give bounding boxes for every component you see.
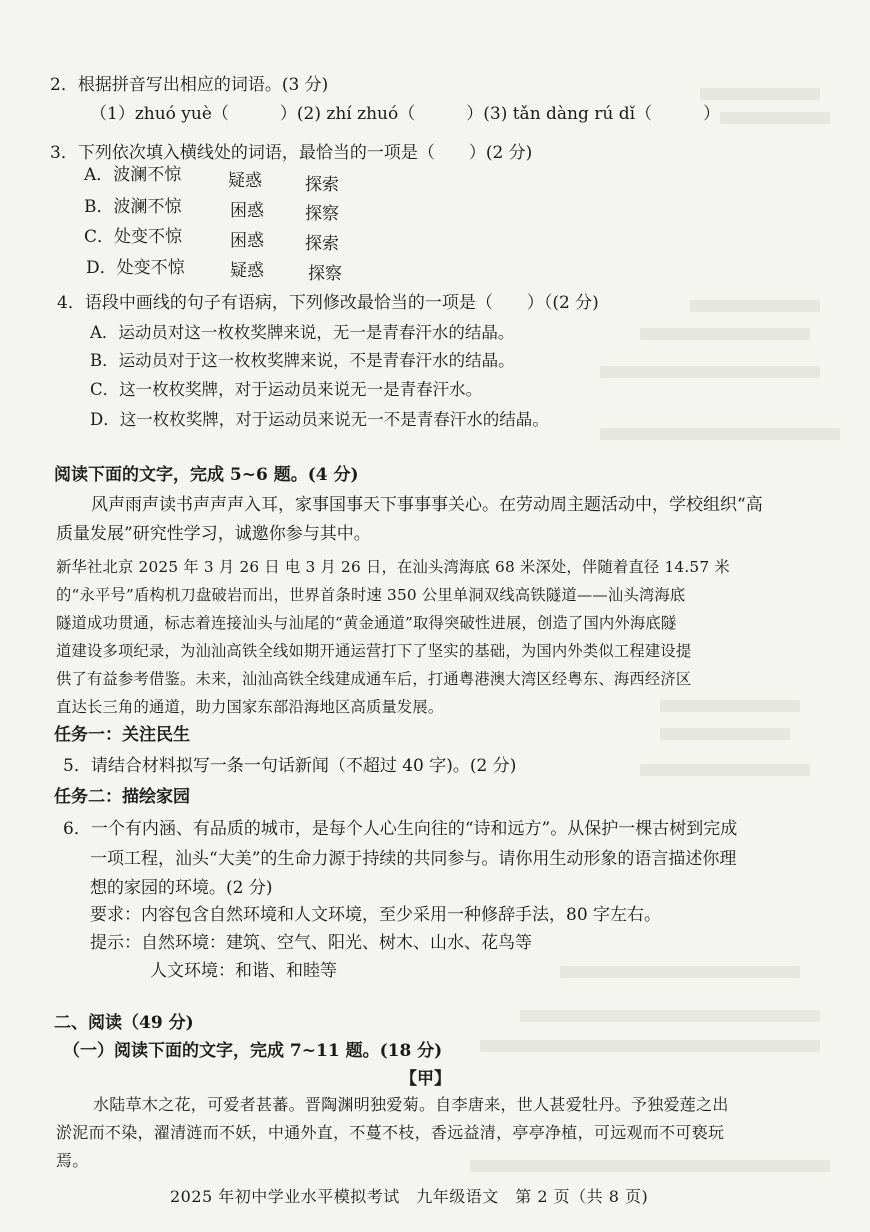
bleed-through-mark	[660, 728, 790, 740]
q3-option-b-word2: 困惑	[230, 201, 264, 221]
bleed-through-mark	[640, 328, 810, 340]
bleed-through-mark	[640, 764, 810, 776]
q3-option-d-word2: 疑惑	[230, 261, 264, 281]
question-2-stem: 2．根据拼音写出相应的词语。(3 分)	[50, 75, 329, 95]
question-6-hint-nature: 提示：自然环境：建筑、空气、阳光、树木、山水、花鸟等	[90, 933, 532, 953]
section-2-subheading: （一）阅读下面的文字，完成 7~11 题。(18 分)	[63, 1041, 443, 1061]
section-2-title: 二、阅读（49 分)	[54, 1013, 194, 1033]
question-2-items: （1）zhuó yuè（ ）(2) zhí zhuó（ ）(3) tǎn dàng rú dǐ（ ）	[90, 104, 721, 124]
q3-option-a-word2: 疑惑	[228, 171, 262, 191]
q4-option-c: C．这一枚枚奖牌，对于运动员来说无一是青春汗水。	[90, 380, 483, 399]
reading-intro-line-1: 风声雨声读书声声声入耳，家事国事天下事事事关心。在劳动周主题活动中，学校组织“高	[91, 495, 763, 515]
q3-option-a-label: A．波澜不惊	[84, 165, 182, 185]
bleed-through-mark	[660, 700, 800, 712]
news-line-1: 新华社北京 2025 年 3 月 26 日 电 3 月 26 日，在汕头湾海底 68 米深处，伴随着直径 14.57 米	[56, 558, 730, 576]
q3-option-a-word3: 探索	[305, 175, 339, 195]
q4-option-d: D．这一枚枚奖牌，对于运动员来说无一不是青春汗水的结晶。	[90, 410, 549, 429]
bleed-through-mark	[520, 1010, 820, 1022]
passage-line-3: 焉。	[56, 1151, 89, 1170]
q3-option-d-word3: 探察	[308, 264, 342, 284]
bleed-through-mark	[600, 366, 820, 378]
question-6-line-3: 想的家园的环境。(2 分)	[90, 878, 273, 898]
news-line-5: 供了有益参考借鉴。未来，汕汕高铁全线建成通车后，打通粤港澳大湾区经粤东、海西经济区	[56, 670, 692, 688]
bleed-through-mark	[480, 1040, 820, 1052]
task-1-title: 任务一：关注民生	[54, 725, 190, 745]
q3-option-b-word3: 探察	[305, 204, 339, 224]
passage-line-2: 淤泥而不染，濯清涟而不妖，中通外直，不蔓不枝，香远益清，亭亭净植，可远观而不可亵玩	[56, 1123, 725, 1142]
q3-option-b-label: B．波澜不惊	[84, 197, 182, 217]
news-line-2: 的“永平号”盾构机刀盘破岩而出，世界首条时速 350 公里单洞双线高铁隧道——汕头湾海底	[56, 586, 686, 604]
news-line-4: 道建设多项纪录，为汕汕高铁全线如期开通运营打下了坚实的基础，为国内外类似工程建设提	[56, 642, 692, 660]
question-3-stem: 3．下列依次填入横线处的词语，最恰当的一项是（ ）(2 分)	[50, 143, 533, 163]
question-5: 5．请结合材料拟写一条一句话新闻（不超过 40 字)。(2 分)	[63, 756, 517, 776]
bleed-through-mark	[720, 112, 830, 124]
question-6-line-1: 6．一个有内涵、有品质的城市，是每个人心生向往的“诗和远方”。从保护一棵古树到完成	[63, 819, 738, 839]
bleed-through-mark	[690, 300, 820, 312]
page-footer: 2025 年初中学业水平模拟考试 九年级语文 第 2 页（共 8 页)	[170, 1187, 649, 1206]
news-line-3: 隧道成功贯通，标志着连接汕头与汕尾的“黄金通道”取得突破性进展，创造了国内外海底隧	[56, 614, 677, 632]
q4-option-b: B．运动员对于这一枚枚奖牌来说，不是青春汗水的结晶。	[90, 351, 515, 370]
question-6-line-2: 一项工程，汕头“大美”的生命力源于持续的共同参与。请你用生动形象的语言描述你理	[90, 849, 737, 869]
question-4-stem: 4．语段中画线的句子有语病，下列修改最恰当的一项是（ ）（(2 分)	[57, 293, 599, 313]
reading-5-6-heading: 阅读下面的文字，完成 5~6 题。(4 分)	[54, 465, 359, 485]
bleed-through-mark	[560, 966, 800, 978]
reading-intro-line-2: 质量发展”研究性学习，诚邀你参与其中。	[56, 524, 371, 544]
q3-option-c-label: C．处变不惊	[84, 227, 183, 247]
question-6-hint-culture: 人文环境：和谐、和睦等	[150, 961, 337, 981]
q3-option-c-word3: 探索	[305, 234, 339, 254]
q4-option-a: A．运动员对这一枚枚奖牌来说，无一是青春汗水的结晶。	[90, 323, 515, 342]
task-2-title: 任务二：描绘家园	[54, 787, 190, 807]
q3-option-c-word2: 困惑	[230, 231, 264, 251]
passage-jia-label: 【甲】	[400, 1069, 451, 1089]
q3-option-d-label: D．处变不惊	[86, 258, 185, 278]
bleed-through-mark	[600, 428, 840, 440]
bleed-through-mark	[470, 1160, 830, 1172]
passage-line-1: 水陆草木之花，可爱者甚蕃。晋陶渊明独爱菊。自李唐来，世人甚爱牡丹。予独爱莲之出	[93, 1095, 729, 1114]
bleed-through-mark	[700, 88, 820, 100]
question-6-requirement: 要求：内容包含自然环境和人文环境，至少采用一种修辞手法，80 字左右。	[90, 905, 662, 925]
news-line-6: 直达长三角的通道，助力国家东部沿海地区高质量发展。	[56, 698, 444, 716]
